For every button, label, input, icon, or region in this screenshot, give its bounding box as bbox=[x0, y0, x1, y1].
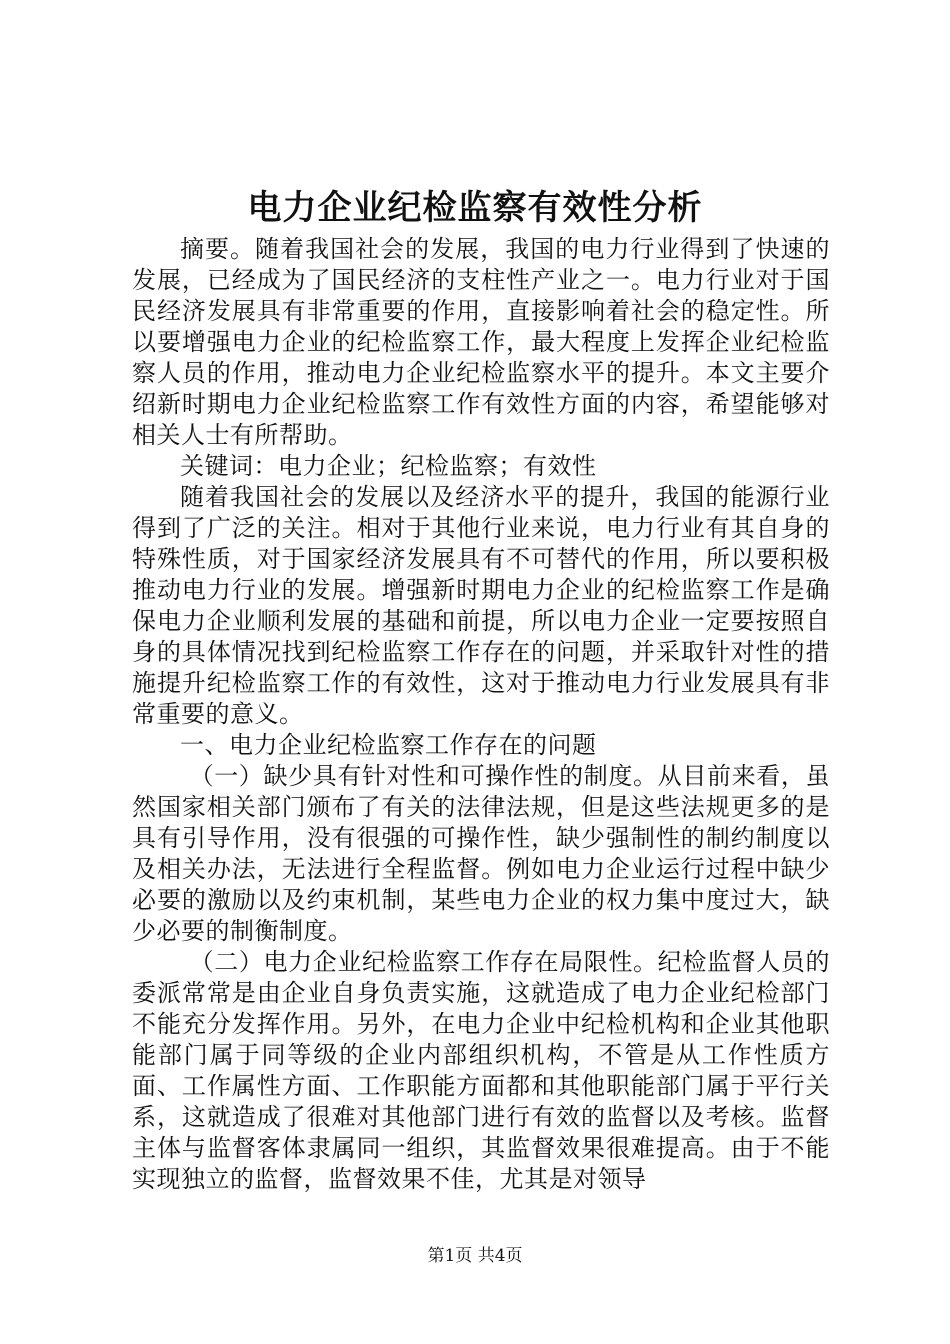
keywords-paragraph: 关键词：电力企业；纪检监察；有效性 bbox=[180, 452, 597, 480]
intro-paragraph: 随着我国社会的发展以及经济水平的提升，我国的能源行业得到了广泛的关注。相对于其他行业来说，电力行业有其自身的特殊性质，对于国家经济发展具有不可替代的作用，所以要积极推动电力行业的发展。增强新时期电力企业的纪检监察工作是确保电力企业顺利发展的基础和前提，所以电力企业一定要按照自身的具体情况找到纪检监察工作存在的问题，并采取针对性的措施提升纪检监察工作的有效性，这对于推动电力行业发展具有非常重要的意义。 bbox=[132, 483, 830, 728]
abstract-paragraph: 摘要。随着我国社会的发展，我国的电力行业得到了快速的发展，已经成为了国民经济的支柱性产业之一。电力行业对于国民经济发展具有非常重要的作用，直接影响着社会的稳定性。所以要增强电力企业的纪检监察工作，最大程度上发挥企业纪检监察人员的作用，推动电力企业纪检监察水平的提升。本文主要介绍新时期电力企业纪检监察工作有效性方面的内容，希望能够对相关人士有所帮助。 bbox=[132, 235, 830, 449]
document-title: 电力企业纪检监察有效性分析 bbox=[247, 188, 703, 228]
document-body bbox=[132, 234, 830, 1195]
page-footer bbox=[0, 1244, 950, 1268]
subsection-paragraph-1: （一）缺少具有针对性和可操作性的制度。从目前来看，虽然国家相关部门颁布了有关的法律法规，但是这些法规更多的是具有引导作用，没有很强的可操作性，缺少强制性的制约制度以及相关办法，无法进行全程监督。例如电力企业运行过程中缺少必要的激励以及约束机制，某些电力企业的权力集中度过大，缺少必要的制衡制度。 bbox=[132, 762, 830, 945]
subsection-paragraph-2: （二）电力企业纪检监察工作存在局限性。纪检监督人员的委派常常是由企业自身负责实施，这就造成了电力企业纪检部门不能充分发挥作用。另外，在电力企业中纪检机构和企业其他职能部门属于同等级的企业内部组织机构，不管是从工作性质方面、工作属性方面、工作职能方面都和其他职能部门属于平行关系，这就造成了很难对其他部门进行有效的监督以及考核。监督主体与监督客体隶属同一组织，其监督效果很难提高。由于不能实现独立的监督，监督效果不佳，尤其是对领导 bbox=[132, 948, 830, 1193]
page-number-label: 第1页 共4页 bbox=[427, 1246, 523, 1266]
section-heading: 一、电力企业纪检监察工作存在的问题 bbox=[180, 731, 597, 759]
